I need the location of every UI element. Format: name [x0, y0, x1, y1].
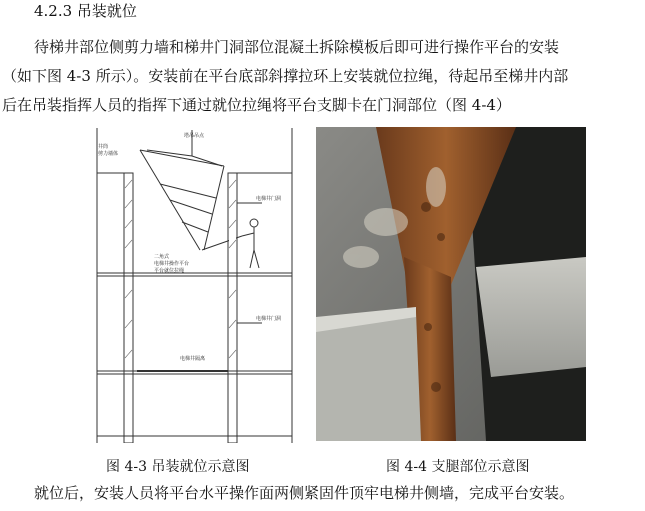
paragraph-line-3: 后在吊装指挥人员的指挥下通过就位拉绳将平台支脚卡在门洞部位（图 4-4） [2, 96, 511, 114]
figure-4-3-caption: 图 4-3 吊装就位示意图 [106, 459, 250, 475]
paragraph-line-1: 待梯井部位侧剪力墙和梯井门洞部位混凝土拆除模板后即可进行操作平台的安装 [34, 38, 560, 56]
paragraph-line-2: （如下图 4-3 所示）。安装前在平台底部斜撑拉环上安装就位拉绳，待起吊至梯井内部 [2, 67, 569, 85]
lifting-diagram [92, 128, 304, 443]
label-shaft-wall: 井筒 [98, 144, 109, 150]
label-platform-note-1: 二角式 [154, 254, 170, 260]
label-shaft-slab: 电梯井隔离 [180, 356, 206, 362]
label-platform-note-3: 平台就位拉绳 [154, 268, 185, 274]
support-leg-photo [316, 127, 586, 441]
closing-paragraph: 就位后，安装人员将平台水平操作面两侧紧固件顶牢电梯井侧墙，完成平台安装。 [34, 484, 575, 502]
figure-4-4-caption: 图 4-4 支腿部位示意图 [386, 459, 530, 475]
section-heading: 4.2.3 吊装就位 [34, 2, 137, 20]
label-lift-point: 塔吊吊点 [184, 133, 205, 139]
label-door-opening-2: 电梯井门洞 [256, 316, 282, 322]
label-platform-note-2: 电梯井操作平台 [154, 261, 190, 267]
label-shaft-wall-2: 剪力墙体 [98, 151, 119, 157]
label-door-opening: 电梯井门洞 [256, 196, 282, 202]
